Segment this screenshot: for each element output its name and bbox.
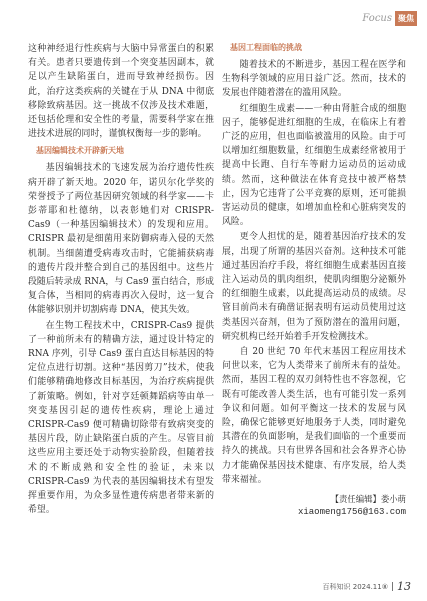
subheading-gene-editing: 基因编辑技术开辟新天地 bbox=[36, 146, 124, 156]
page-number: 13 bbox=[397, 580, 411, 593]
paragraph-gene-doping: 更令人担忧的是，随着基因治疗技术的发展，出现了所谓的基因兴奋剂。这种技术可能通过基因治疗手段，将红细胞生成素基因直接注入运动员的肌肉组织，使肌肉细胞分泌额外的红细胞生成素，以此提高运动员的成绩。尽管目前尚未有确凿证据表明有运动员使用过这类基因兴奋剂，但为了预防潜在的滥用问题，研究机构已经开始着手开发检测技术。 bbox=[222, 232, 406, 342]
section-header bbox=[362, 6, 417, 30]
subheading-challenges: 基因工程面临的挑战 bbox=[230, 43, 302, 52]
paragraph-crispr-application: 在生物工程技术中，CRISPR-Cas9 提供了一种前所未有的精确方法，通过设计特定的 RNA 序列，引导 Cas9 蛋白直达目标基因的特定位点进行切割。这种“基因剪刀”技术，使我们能够精确地修改目标基因，为治疗疾病提供了新策略。例如，针对亨廷顿舞蹈病等由单一突变基因引起的遗传性疾病，理论上通过 CRISPR-Cas9 便可精确切除带有致病突变的基因片段，防止缺陷蛋白质的产生。尽管目前这些应用主要还处于动物实验阶段，但随着技术的不断成熟和安全性的验证，未来以 CRISPR-Cas9 为代表的基因编辑技术有望发挥重要作用，为众多显性遗传病患者带来新的希望。 bbox=[28, 320, 214, 516]
right-column bbox=[222, 42, 406, 519]
paragraph-conclusion: 自 20 世纪 70 年代末基因工程应用技术问世以来，它为人类带来了前所未有的益处。然而，基因工程的双刃剑特性也不容忽视，它既有可能改善人类生活，也有可能引发一系列争议和问题。如何平衡这一技术的发展与风险，确保它能够更好地服务于人类，同时避免其潜在的负面影响，是我们面临的一个重要而持久的挑战。只有世界各国和社会各界齐心协力才能确保基因技术健康、有序发展，给人类带来福祉。 bbox=[222, 347, 406, 485]
paragraph-epo: 红细胞生成素——一种由肾脏合成的细胞因子，能够促进红细胞的生成，在临床上有着广泛的应用，但也面临被滥用的风险。由于可以增加红细胞数量，红细胞生成素经常被用于提高中长跑、自行车等耐力运动员的运动成绩。然而，这种做法在体育竞技中被严格禁止，因为它违背了公平竞赛的原则，还可能损害运动员的健康，如增加血栓和心脏病突发的风险。 bbox=[222, 103, 406, 228]
page-footer bbox=[323, 580, 411, 593]
section-brand-en: Focus bbox=[362, 12, 392, 24]
paragraph-crispr-history: 基因编辑技术的飞速发展为治疗遗传性疾病开辟了新天地。2020 年，诺贝尔化学奖的荣誉授予了两位基因研究领域的科学家——卡彭蒂耶和杜德纳，以表彰她们对 CRISPR-Cas9（一种基因编辑技术）的发现和应用。CRISPR 最初是细菌用来防御病毒入侵的天然机制。当细菌遭受病毒攻击时，它能捕获病毒的遗传片段并整合到自己的基因组中。这些片段随后转录成 RNA，与 Cas9 蛋白结合，形成复合体，当相同的病毒再次入侵时，这一复合体能够识别并切割病毒 DNA，使其失效。 bbox=[28, 163, 214, 316]
footer-divider bbox=[392, 582, 393, 591]
paragraph-risk-intro: 随着技术的不断进步，基因工程在医学和生物科学领域的应用日益广泛。然而，技术的发展也伴随着潜在的滥用风险。 bbox=[222, 60, 406, 99]
left-column bbox=[28, 42, 214, 519]
responsible-editor: 【责任编辑】娄小萌 bbox=[330, 494, 406, 505]
section-brand-badge: 聚焦 bbox=[395, 11, 417, 26]
journal-issue: 百科知识 2024.11⑧ bbox=[322, 582, 388, 591]
intro-paragraph: 这种神经退行性疾病与大脑中异常蛋白的积累有关。患者只要遗传到一个突变基因副本，就足以产生缺陷蛋白，进而导致神经损伤。因此，治疗这类疾病的关键在于从 DNA 中彻底移除致病基因。这一挑战不仅涉及技术难题，还包括伦理和安全性的考量，需要科学家在推进技术进展的同时，谨慎权衡每一步的影响。 bbox=[28, 44, 214, 140]
editor-email: xiaomeng1756@163.com bbox=[297, 507, 406, 518]
